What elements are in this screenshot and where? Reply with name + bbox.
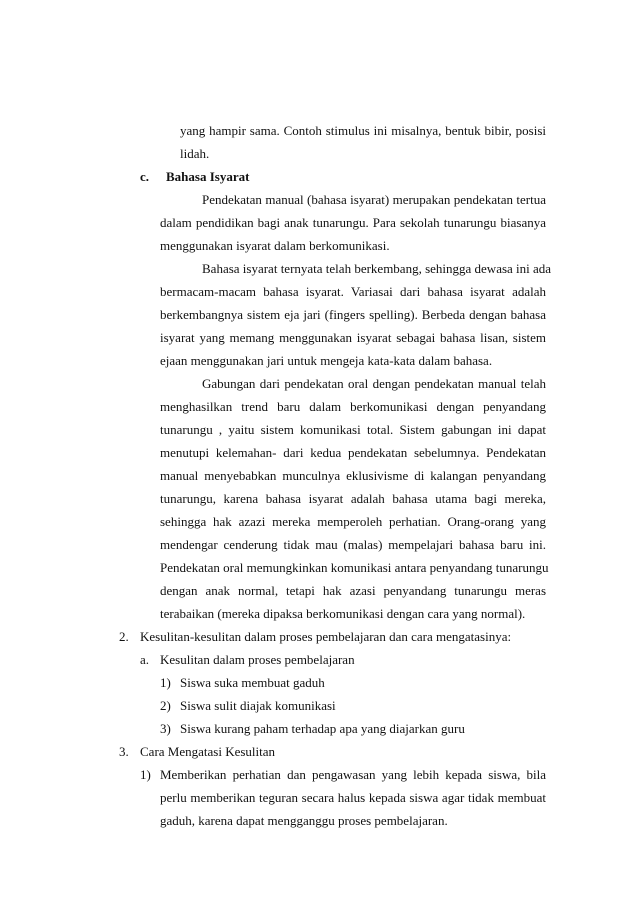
list-item: Siswa suka membuat gaduh (180, 675, 325, 690)
section-3-title: Cara Mengatasi Kesulitan (140, 744, 276, 759)
list-item-marker: 1) (160, 675, 171, 690)
para3-line-3: tunarungu , yaitu sistem komunikasi total. Sistem gabungan ini dapat (160, 422, 546, 437)
para3-line-7: sehingga hak azazi mereka memperoleh perhatian. Orang-orang yang (160, 514, 546, 529)
list-item: Siswa sulit diajak komunikasi (180, 698, 336, 713)
para3-line-11: terabaikan (mereka dipaksa berkomunikasi dengan cara yang normal). (160, 606, 526, 621)
para2-line-4: isyarat yang memang menggunakan isyarat sebagai bahasa lisan, sistem (160, 330, 546, 345)
para3-line-1: Gabungan dari pendekatan oral dengan pendekatan manual telah (202, 376, 546, 391)
para1-line-3: menggunakan isyarat dalam berkomunikasi. (160, 238, 390, 253)
section-2-title: Kesulitan-kesulitan dalam proses pembelajaran dan cara mengatasinya: (140, 629, 512, 644)
para2-line-1: Bahasa isyarat ternyata telah berkembang, sehingga dewasa ini ada (202, 261, 552, 276)
para3-line-9: Pendekatan oral memungkinkan komunikasi antara penyandang tunarungu (160, 560, 549, 575)
section-c-heading: Bahasa Isyarat (166, 169, 250, 184)
section-2-marker: 2. (119, 629, 129, 644)
continuation-line-2: lidah. (180, 146, 210, 161)
para3-line-6: tunarungu, karena bahasa isyarat adalah bahasa utama bagi mereka, (160, 491, 546, 506)
section-c-marker: c. (140, 169, 150, 184)
para2-line-5: ejaan menggunakan jari untuk mengeja kata-kata dalam bahasa. (160, 353, 493, 368)
section-3-item-line-3: gaduh, karena dapat mengganggu proses pembelajaran. (160, 813, 448, 828)
para3-line-5: manual menyebabkan munculnya eklusivisme di kalangan penyandang (160, 468, 546, 483)
section-2a-title: Kesulitan dalam proses pembelajaran (160, 652, 355, 667)
section-3-marker: 3. (119, 744, 129, 759)
para1-line-2: dalam pendidikan bagi anak tunarungu. Para sekolah tunarungu biasanya (160, 215, 546, 230)
para3-line-8: mendengar cenderung tidak mau (malas) mempelajari bahasa baru ini. (160, 537, 546, 552)
list-item-marker: 2) (160, 698, 171, 713)
para2-line-3: berkembangnya sistem eja jari (fingers spelling). Berbeda dengan bahasa (160, 307, 546, 322)
continuation-line-1: yang hampir sama. Contoh stimulus ini misalnya, bentuk bibir, posisi (180, 123, 546, 138)
section-3-item-marker: 1) (140, 767, 151, 782)
list-item-marker: 3) (160, 721, 171, 736)
para3-line-2: menghasilkan trend baru dalam berkomunikasi dengan penyandang (160, 399, 546, 414)
section-3-item-line-1: Memberikan perhatian dan pengawasan yang lebih kepada siswa, bila (160, 767, 546, 782)
para3-line-4: menutupi kelemahan- dari kedua pendekatan sebelumnya. Pendekatan (160, 445, 546, 460)
para2-line-2: bermacam-macam bahasa isyarat. Variasai dari bahasa isyarat adalah (160, 284, 546, 299)
para1-line-1: Pendekatan manual (bahasa isyarat) merupakan pendekatan tertua (202, 192, 546, 207)
list-item: Siswa kurang paham terhadap apa yang diajarkan guru (180, 721, 465, 736)
section-2a-marker: a. (140, 652, 150, 667)
section-3-item-line-2: perlu memberikan teguran secara halus kepada siswa agar tidak membuat (160, 790, 546, 805)
para3-line-10: dengan anak normal, tetapi hak azasi penyandang tunarungu meras (160, 583, 546, 598)
